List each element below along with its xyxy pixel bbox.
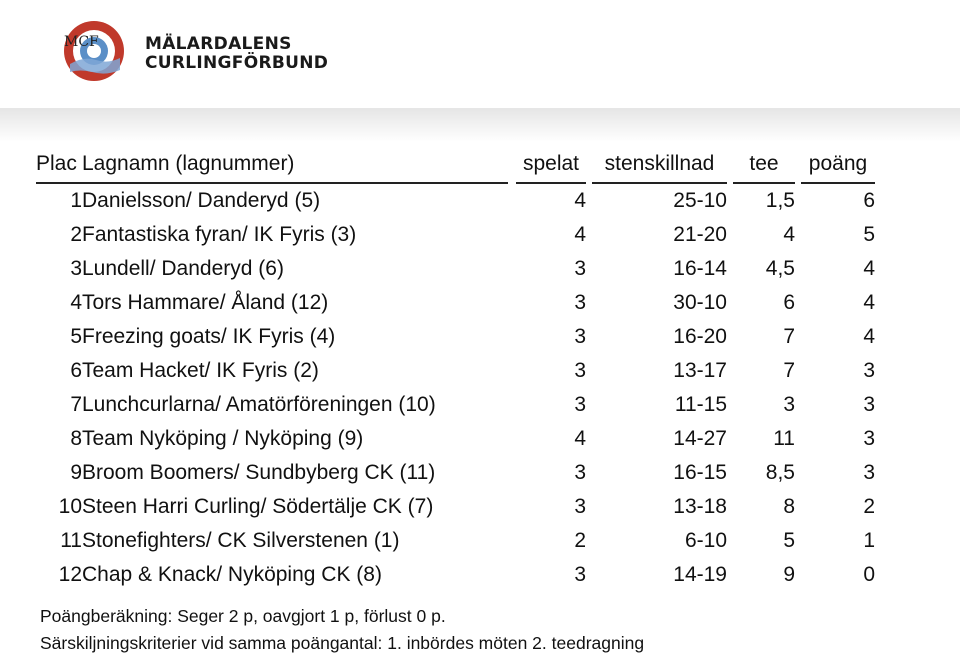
cell-poang: 4 <box>863 257 875 280</box>
cell-tee: 11 <box>773 427 795 450</box>
cell-team-name: Danielsson/ Danderyd (5) <box>82 189 321 212</box>
curling-federation-logo <box>62 20 126 82</box>
cell-poang: 3 <box>863 461 875 484</box>
cell-spelat: 3 <box>574 257 586 280</box>
cell-plac: 11 <box>60 529 82 552</box>
cell-poang: 3 <box>863 393 875 416</box>
cell-team-name: Tors Hammare/ Åland (12) <box>82 291 329 314</box>
cell-team-name: Lundell/ Danderyd (6) <box>82 257 284 280</box>
col-header-plac: Plac <box>36 146 82 183</box>
cell-tee: 7 <box>783 325 795 348</box>
cell-tee: 6 <box>783 291 795 314</box>
cell-stenskillnad: 11-15 <box>674 393 727 416</box>
cell-stenskillnad: 21-20 <box>673 223 727 246</box>
standings-body <box>36 183 875 592</box>
cell-tee: 9 <box>783 563 795 586</box>
col-header-spelat: spelat <box>516 146 586 183</box>
col-header-poang: poäng <box>801 146 875 183</box>
cell-poang: 3 <box>863 427 875 450</box>
cell-tee: 8 <box>783 495 795 518</box>
cell-tee: 8,5 <box>765 461 795 484</box>
org-name <box>145 35 328 73</box>
footnotes <box>40 603 644 657</box>
table-row <box>36 388 875 422</box>
page-header <box>0 0 960 108</box>
cell-spelat: 3 <box>574 291 586 314</box>
cell-tee: 1,5 <box>765 189 795 212</box>
cell-plac: 8 <box>70 427 82 450</box>
cell-team-name: Team Nyköping / Nyköping (9) <box>82 427 364 450</box>
cell-team-name: Chap & Knack/ Nyköping CK (8) <box>82 563 382 586</box>
cell-tee: 7 <box>783 359 795 382</box>
cell-plac: 3 <box>70 257 82 280</box>
cell-plac: 6 <box>70 359 82 382</box>
cell-tee: 4 <box>783 223 795 246</box>
cell-team-name: Broom Boomers/ Sundbyberg CK (11) <box>82 461 436 484</box>
svg-text:MCF: MCF <box>64 34 99 50</box>
table-header-row <box>36 146 875 183</box>
cell-plac: 1 <box>70 189 82 212</box>
cell-stenskillnad: 25-10 <box>673 189 727 212</box>
cell-spelat: 3 <box>574 393 586 416</box>
table-row <box>36 183 875 218</box>
cell-spelat: 3 <box>574 563 586 586</box>
cell-spelat: 3 <box>574 461 586 484</box>
cell-stenskillnad: 16-15 <box>673 461 727 484</box>
cell-team-name: Freezing goats/ IK Fyris (4) <box>82 325 336 348</box>
cell-plac: 4 <box>70 291 82 314</box>
cell-spelat: 3 <box>574 359 586 382</box>
cell-spelat: 4 <box>574 189 586 212</box>
cell-plac: 5 <box>70 325 82 348</box>
tiebreak-note: Särskiljningskriterier vid samma poängantal: 1. inbördes möten 2. teedragning <box>40 633 645 653</box>
table-row <box>36 320 875 354</box>
cell-spelat: 4 <box>574 427 586 450</box>
scoring-note: Poängberäkning: Seger 2 p, oavgjort 1 p, förlust 0 p. <box>40 606 446 626</box>
cell-stenskillnad: 13-17 <box>673 359 727 382</box>
cell-stenskillnad: 6-10 <box>684 529 727 552</box>
header-shadow <box>0 108 960 142</box>
org-name-line2: CURLINGFÖRBUND <box>145 53 329 73</box>
cell-poang: 1 <box>863 529 875 552</box>
cell-poang: 4 <box>863 325 875 348</box>
cell-tee: 4,5 <box>765 257 795 280</box>
cell-poang: 6 <box>863 189 875 212</box>
cell-tee: 3 <box>783 393 795 416</box>
cell-stenskillnad: 30-10 <box>673 291 727 314</box>
org-name-line1: MÄLARDALENS <box>145 34 292 54</box>
cell-plac: 2 <box>70 223 82 246</box>
cell-team-name: Lunchcurlarna/ Amatörföreningen (10) <box>82 393 436 416</box>
table-row <box>36 558 875 592</box>
table-row <box>36 252 875 286</box>
cell-plac: 9 <box>70 461 82 484</box>
cell-spelat: 3 <box>574 495 586 518</box>
cell-spelat: 3 <box>574 325 586 348</box>
cell-plac: 10 <box>58 495 82 518</box>
cell-poang: 3 <box>863 359 875 382</box>
cell-plac: 7 <box>70 393 82 416</box>
cell-stenskillnad: 16-20 <box>673 325 727 348</box>
cell-tee: 5 <box>783 529 795 552</box>
cell-spelat: 2 <box>574 529 586 552</box>
cell-team-name: Stonefighters/ CK Silverstenen (1) <box>82 529 400 552</box>
cell-stenskillnad: 16-14 <box>673 257 727 280</box>
table-row <box>36 422 875 456</box>
cell-stenskillnad: 14-27 <box>673 427 727 450</box>
cell-stenskillnad: 13-18 <box>673 495 727 518</box>
standings-table <box>36 146 875 592</box>
cell-poang: 2 <box>863 495 875 518</box>
table-row <box>36 490 875 524</box>
table-row <box>36 286 875 320</box>
cell-team-name: Steen Harri Curling/ Södertälje CK (7) <box>82 495 434 518</box>
col-header-stenskillnad: stenskillnad <box>592 146 727 183</box>
table-row <box>36 218 875 252</box>
cell-poang: 4 <box>863 291 875 314</box>
cell-plac: 12 <box>58 563 82 586</box>
table-row <box>36 524 875 558</box>
cell-poang: 5 <box>863 223 875 246</box>
cell-team-name: Team Hacket/ IK Fyris (2) <box>82 359 319 382</box>
cell-team-name: Fantastiska fyran/ IK Fyris (3) <box>82 223 357 246</box>
cell-stenskillnad: 14-19 <box>673 563 727 586</box>
cell-poang: 0 <box>863 563 875 586</box>
table-row <box>36 456 875 490</box>
table-row <box>36 354 875 388</box>
col-header-name: Lagnamn (lagnummer) <box>82 146 508 183</box>
cell-spelat: 4 <box>574 223 586 246</box>
col-header-tee: tee <box>733 146 795 183</box>
